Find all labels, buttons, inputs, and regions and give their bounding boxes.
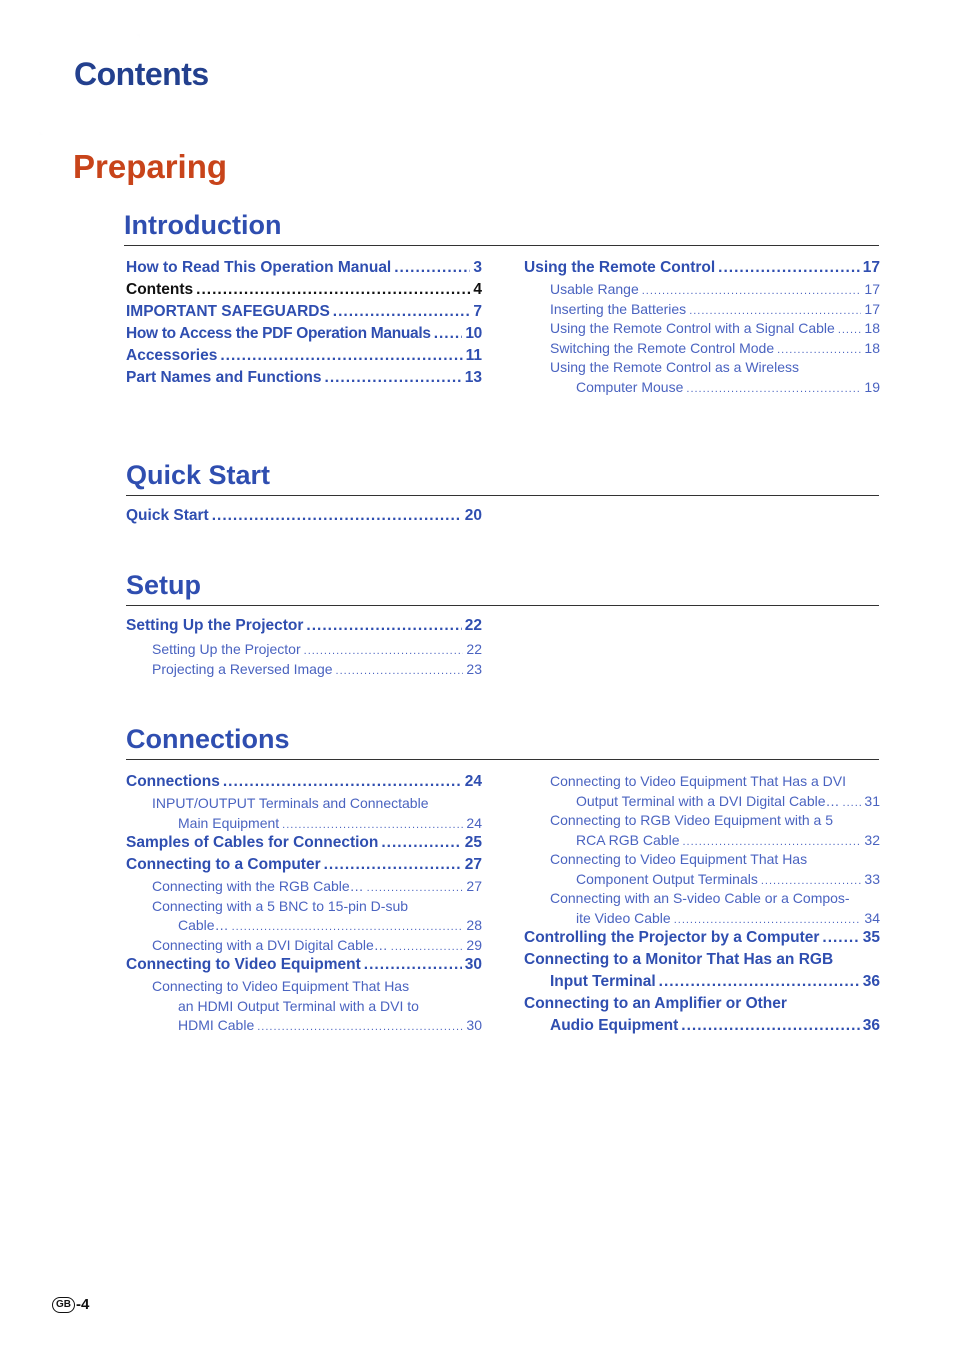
toc-entry[interactable]: IMPORTANT SAFEGUARDS ..... 7 <box>126 303 482 325</box>
toc-subentry[interactable]: HDMI Cable ..... 30 <box>126 1017 482 1037</box>
section-rule <box>126 605 879 606</box>
toc-entry[interactable]: Input Terminal ..... 36 <box>524 973 880 995</box>
toc-subentry[interactable]: Inserting the Batteries ..... 17 <box>524 301 880 321</box>
page-number-text: -4 <box>76 1296 90 1313</box>
page-title: Contents <box>74 56 209 92</box>
toc-subentry[interactable]: Connecting with an S-video Cable or a Compos- <box>550 890 850 906</box>
toc-introduction-right <box>524 259 880 398</box>
region-badge: GB <box>52 1297 75 1313</box>
section-rule <box>126 495 879 496</box>
toc-entry[interactable]: How to Access the PDF Operation Manuals ..... 10 <box>126 325 482 347</box>
toc-subentry[interactable]: Switching the Remote Control Mode ..... 18 <box>524 340 880 360</box>
toc-subentry[interactable]: Connecting with a 5 BNC to 15-pin D-sub <box>152 897 409 914</box>
section-title-connections: Connections <box>126 724 290 754</box>
toc-subentry[interactable]: Using the Remote Control as a Wireless <box>550 359 799 375</box>
toc-entry[interactable]: Setting Up the Projector ..... 22 <box>126 617 482 639</box>
toc-entry[interactable]: Connecting to Video Equipment ..... 30 <box>126 956 482 978</box>
toc-entry[interactable]: How to Read This Operation Manual ..... 3 <box>126 259 482 281</box>
section-title-introduction: Introduction <box>124 210 282 240</box>
toc-subentry[interactable]: Component Output Terminals ..... 33 <box>524 871 880 891</box>
toc-subentry[interactable]: Cable… ..... 28 <box>126 917 482 937</box>
toc-subentry[interactable]: Connecting to Video Equipment That Has <box>152 978 410 994</box>
toc-setup <box>126 617 482 680</box>
toc-entry[interactable]: Audio Equipment ..... 36 <box>524 1017 880 1039</box>
toc-subentry[interactable]: Output Terminal with a DVI Digital Cable… ..... 31 <box>524 793 880 813</box>
part-title: Preparing <box>73 148 228 185</box>
toc-entry[interactable]: Quick Start ..... 20 <box>126 507 482 529</box>
toc-entry[interactable]: Samples of Cables for Connection ..... 25 <box>126 834 482 856</box>
toc-introduction-left <box>126 259 482 391</box>
toc-subentry[interactable]: Main Equipment ..... 24 <box>126 815 482 835</box>
toc-entry[interactable]: Part Names and Functions ..... 13 <box>126 369 482 391</box>
toc-subentry[interactable]: Connecting to Video Equipment That Has a DVI <box>550 773 846 789</box>
toc-entry[interactable]: Connecting to a Monitor That Has an RGB <box>524 951 834 968</box>
toc-subentry[interactable]: Connecting to RGB Video Equipment with a 5 <box>550 812 834 828</box>
toc-subentry[interactable]: Connecting to Video Equipment That Has <box>550 851 808 867</box>
toc-subentry[interactable]: Computer Mouse ..... 19 <box>524 379 880 399</box>
toc-entry[interactable]: Contents ..... 4 <box>126 281 482 303</box>
toc-subentry[interactable]: ite Video Cable ..... 34 <box>524 910 880 930</box>
toc-entry[interactable]: Using the Remote Control ..... 17 <box>524 259 880 281</box>
section-rule <box>126 759 879 760</box>
toc-connections-left <box>126 773 482 1037</box>
toc-subentry[interactable]: an HDMI Output Terminal with a DVI to <box>178 997 419 1014</box>
toc-subentry[interactable]: RCA RGB Cable ..... 32 <box>524 832 880 852</box>
toc-subentry[interactable]: Usable Range ..... 17 <box>524 281 880 301</box>
toc-entry[interactable]: Connections ..... 24 <box>126 773 482 795</box>
toc-entry[interactable]: Controlling the Projector by a Computer ..... 35 <box>524 929 880 951</box>
section-title-quick-start: Quick Start <box>126 460 271 490</box>
toc-entry[interactable]: Connecting to an Amplifier or Other <box>524 995 787 1012</box>
toc-entry[interactable]: Accessories ..... 11 <box>126 347 482 369</box>
section-rule <box>124 245 879 246</box>
toc-connections-right <box>524 773 880 1039</box>
toc-subentry[interactable]: Using the Remote Control with a Signal Cable ..... 18 <box>524 320 880 340</box>
toc-subentry[interactable]: Connecting with the RGB Cable… ..... 27 <box>126 878 482 898</box>
toc-quick-start <box>126 507 482 529</box>
toc-entry[interactable]: Connecting to a Computer ..... 27 <box>126 856 482 878</box>
toc-subentry[interactable]: Projecting a Reversed Image ..... 23 <box>126 661 482 681</box>
toc-subentry[interactable]: INPUT/OUTPUT Terminals and Connectable <box>152 795 429 811</box>
toc-subentry[interactable]: Connecting with a DVI Digital Cable… ..... 29 <box>126 937 482 957</box>
toc-subentry[interactable]: Setting Up the Projector ..... 22 <box>126 641 482 661</box>
section-title-setup: Setup <box>126 570 202 600</box>
page-number <box>52 1296 89 1313</box>
